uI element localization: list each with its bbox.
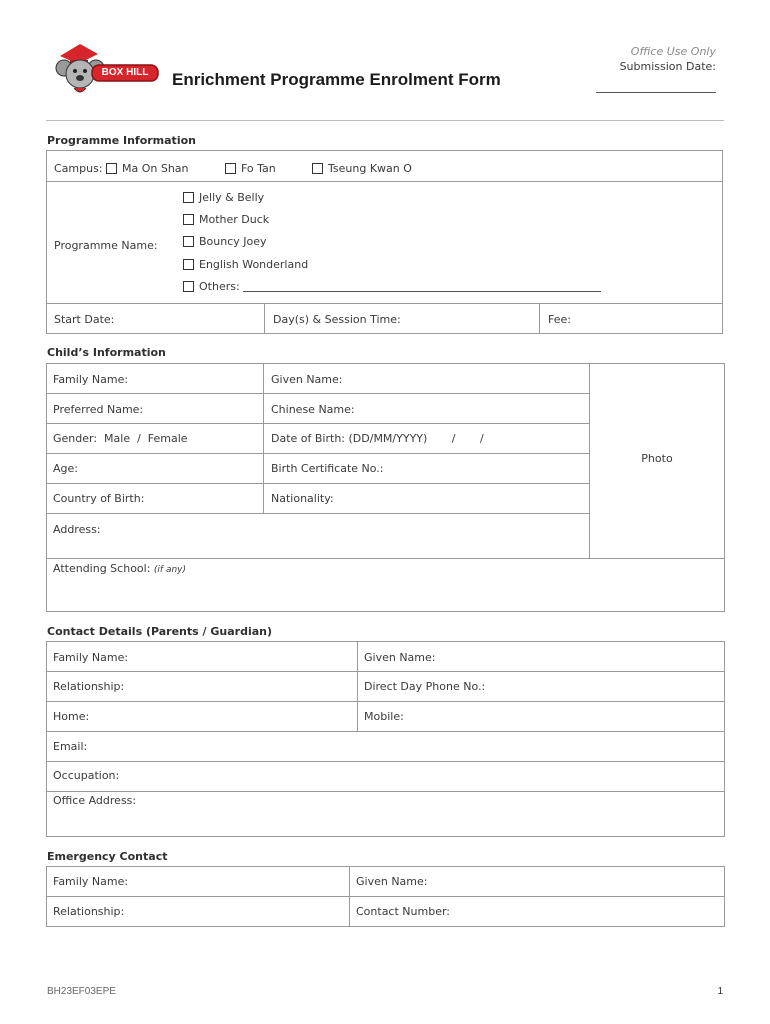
child-chinese-name-field[interactable]: Chinese Name: bbox=[271, 403, 355, 416]
campus-option-tseung-kwan-o[interactable]: Tseung Kwan O bbox=[312, 162, 412, 175]
row-divider bbox=[46, 671, 725, 672]
school-label: Attending School: bbox=[53, 562, 151, 575]
contact-occupation-field[interactable]: Occupation: bbox=[53, 769, 120, 782]
row-divider bbox=[46, 731, 725, 732]
campus-option-fo-tan[interactable]: Fo Tan bbox=[225, 162, 276, 175]
contact-mobile-field[interactable]: Mobile: bbox=[364, 710, 404, 723]
row-divider bbox=[46, 483, 589, 484]
fee-field[interactable]: Fee: bbox=[548, 313, 571, 326]
child-school-field[interactable] bbox=[53, 562, 186, 575]
child-section-heading: Child’s Information bbox=[47, 346, 166, 359]
page-number: 1 bbox=[717, 986, 723, 997]
checkbox[interactable] bbox=[106, 163, 117, 174]
row-divider bbox=[46, 453, 589, 454]
campus-option-ma-on-shan[interactable]: Ma On Shan bbox=[106, 162, 189, 175]
contact-email-field[interactable]: Email: bbox=[53, 740, 88, 753]
school-note: (if any) bbox=[153, 565, 187, 575]
row-divider bbox=[46, 423, 589, 424]
col-divider bbox=[357, 641, 358, 731]
days-session-field[interactable]: Day(s) & Session Time: bbox=[273, 313, 401, 326]
emergency-relationship-field[interactable]: Relationship: bbox=[53, 905, 125, 918]
row-divider bbox=[46, 896, 725, 897]
checkbox[interactable] bbox=[183, 281, 194, 292]
programme-option-others[interactable]: Others: bbox=[183, 280, 240, 293]
emergency-given-name-field[interactable]: Given Name: bbox=[356, 875, 428, 888]
submission-date-line[interactable] bbox=[596, 92, 716, 93]
page-title: Enrichment Programme Enrolment Form bbox=[172, 70, 501, 89]
child-gender-field[interactable]: Gender: Male / Female bbox=[53, 432, 188, 445]
row-divider bbox=[46, 303, 723, 304]
child-dob-field[interactable]: Date of Birth: (DD/MM/YYYY) / / bbox=[271, 432, 484, 445]
col-divider bbox=[539, 303, 540, 334]
contact-office-address-field[interactable]: Office Address: bbox=[53, 794, 137, 807]
emergency-section-heading: Emergency Contact bbox=[47, 850, 168, 863]
programme-option-english-wonderland[interactable]: English Wonderland bbox=[183, 258, 308, 271]
col-divider bbox=[349, 866, 350, 927]
checkbox[interactable] bbox=[225, 163, 236, 174]
campus-row bbox=[54, 162, 103, 175]
form-code: BH23EF03EPE bbox=[47, 986, 116, 997]
others-input-line[interactable] bbox=[243, 291, 601, 292]
child-nationality-field[interactable]: Nationality: bbox=[271, 492, 334, 505]
header-divider bbox=[46, 120, 724, 121]
logo bbox=[52, 42, 160, 98]
child-birth-cert-field[interactable]: Birth Certificate No.: bbox=[271, 462, 384, 475]
programme-option-mother-duck[interactable]: Mother Duck bbox=[183, 213, 269, 226]
child-given-name-field[interactable]: Given Name: bbox=[271, 373, 343, 386]
emergency-contact-number-field[interactable]: Contact Number: bbox=[356, 905, 450, 918]
child-preferred-name-field[interactable]: Preferred Name: bbox=[53, 403, 144, 416]
col-divider bbox=[264, 303, 265, 334]
contact-day-phone-field[interactable]: Direct Day Phone No.: bbox=[364, 680, 486, 693]
campus-label: Campus: bbox=[54, 162, 103, 175]
row-divider bbox=[46, 791, 725, 792]
checkbox[interactable] bbox=[183, 214, 194, 225]
row-divider bbox=[46, 181, 723, 182]
row-divider bbox=[46, 513, 589, 514]
contact-family-name-field[interactable]: Family Name: bbox=[53, 651, 129, 664]
row-divider bbox=[46, 393, 589, 394]
logo-text: BOX HILL bbox=[101, 67, 149, 78]
programme-name-label: Programme Name: bbox=[54, 239, 158, 252]
submission-date-label: Submission Date: bbox=[619, 60, 716, 73]
checkbox[interactable] bbox=[183, 259, 194, 270]
contact-section-heading: Contact Details (Parents / Guardian) bbox=[47, 625, 272, 638]
row-divider bbox=[46, 761, 725, 762]
programme-section-heading: Programme Information bbox=[47, 134, 196, 147]
contact-given-name-field[interactable]: Given Name: bbox=[364, 651, 436, 664]
contact-relationship-field[interactable]: Relationship: bbox=[53, 680, 125, 693]
col-divider bbox=[263, 363, 264, 513]
contact-home-field[interactable]: Home: bbox=[53, 710, 90, 723]
programme-option-jelly-belly[interactable]: Jelly & Belly bbox=[183, 191, 264, 204]
checkbox[interactable] bbox=[312, 163, 323, 174]
child-address-field[interactable]: Address: bbox=[53, 523, 101, 536]
checkbox[interactable] bbox=[183, 236, 194, 247]
checkbox[interactable] bbox=[183, 192, 194, 203]
child-family-name-field[interactable]: Family Name: bbox=[53, 373, 129, 386]
row-divider bbox=[46, 701, 725, 702]
emergency-family-name-field[interactable]: Family Name: bbox=[53, 875, 129, 888]
child-age-field[interactable]: Age: bbox=[53, 462, 78, 475]
child-country-field[interactable]: Country of Birth: bbox=[53, 492, 145, 505]
office-use-label: Office Use Only bbox=[630, 45, 716, 58]
programme-option-bouncy-joey[interactable]: Bouncy Joey bbox=[183, 235, 267, 248]
start-date-field[interactable]: Start Date: bbox=[54, 313, 115, 326]
row-divider bbox=[46, 558, 725, 559]
photo-area[interactable]: Photo bbox=[641, 452, 673, 465]
